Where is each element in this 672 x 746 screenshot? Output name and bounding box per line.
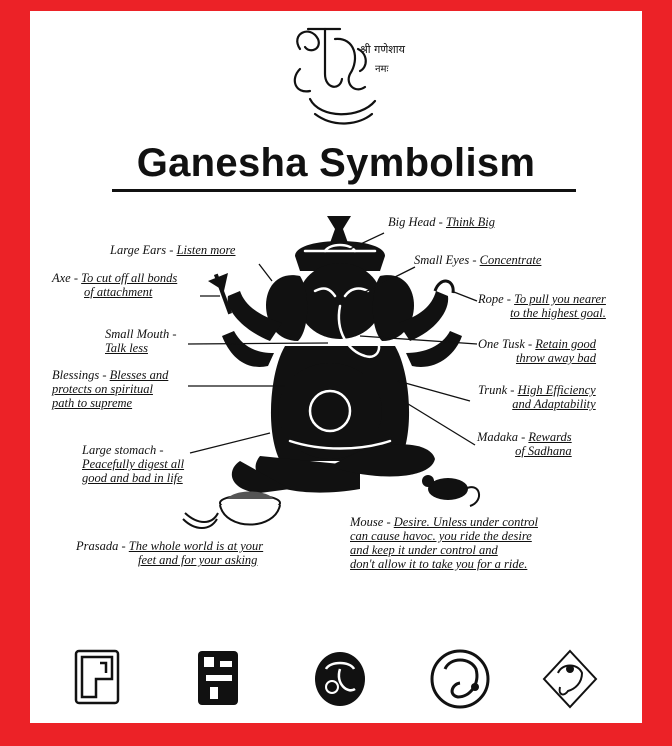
axe-name: Axe - [52, 271, 79, 285]
one-tusk-meaning-2: throw away bad [515, 351, 597, 365]
small-mouth-name: Small Mouth - [105, 327, 177, 341]
trunk-meaning-2: and Adaptability [512, 397, 596, 411]
blessings-label [52, 368, 168, 410]
blessings-meaning-1: Blesses and [109, 368, 169, 382]
mouse-name: Mouse - [350, 515, 391, 529]
small-eyes-meaning: Concentrate [479, 253, 542, 267]
small-eyes-label [414, 253, 541, 267]
big-head-name: Big Head - [388, 215, 443, 229]
prasada-meaning-1: The whole world is at your [128, 539, 264, 553]
madaka-label [477, 430, 572, 458]
prasada-label [76, 539, 263, 567]
ganesha-illustration [30, 11, 642, 723]
madaka-meaning-1: Rewards [528, 430, 572, 444]
ganesha-circle-icon [432, 651, 488, 707]
large-ears-label [110, 243, 235, 257]
large-stomach-label [82, 443, 184, 485]
one-tusk-label [478, 337, 596, 365]
large-ears-meaning: Listen more [176, 243, 236, 257]
rope-label [478, 292, 606, 320]
madaka-name: Madaka - [477, 430, 526, 444]
mouse-meaning-4: don't allow it to take you for a ride. [350, 557, 528, 571]
one-tusk-name: One Tusk - [478, 337, 533, 351]
banana-icon [183, 513, 218, 528]
poster-card [30, 11, 642, 723]
ganesha-block-icon [198, 651, 238, 705]
prasada-meaning-2: feet and for your asking [138, 553, 258, 567]
rope-name: Rope - [478, 292, 511, 306]
madaka-meaning-2: of Sadhana [515, 444, 572, 458]
axe-meaning-2: of attachment [84, 285, 153, 299]
small-mouth-meaning: Talk less [105, 341, 148, 355]
page-title: Ganesha Symbolism [136, 141, 536, 185]
blessings-name: Blessings - [52, 368, 107, 382]
axe-meaning-1: To cut off all bonds [81, 271, 178, 285]
large-ears-name: Large Ears - [110, 243, 174, 257]
small-eyes-name: Small Eyes - [414, 253, 477, 267]
mouse-label [350, 515, 538, 571]
rope-meaning-2: to the highest goal. [510, 306, 606, 320]
axe-label [52, 271, 177, 299]
blessings-meaning-3: path to supreme [52, 396, 133, 410]
mouse-meaning-3: and keep it under control and [350, 543, 498, 557]
prasada-name: Prasada - [76, 539, 126, 553]
ganesha-diamond-icon [544, 651, 596, 707]
bottom-icon-row [30, 639, 642, 719]
trunk-name: Trunk - [478, 383, 515, 397]
ganesha-square-icon [76, 651, 118, 703]
large-stomach-meaning-2: good and bad in life [82, 471, 183, 485]
ganesha-round-icon [315, 652, 365, 706]
mouse-meaning-1: Desire. Unless under control [393, 515, 538, 529]
big-head-meaning: Think Big [445, 215, 495, 229]
one-tusk-meaning-1: Retain good [535, 337, 597, 351]
logo-devanagari-line2: नमः [375, 64, 389, 75]
rope-meaning-1: To pull you nearer [514, 292, 606, 306]
small-mouth-label [105, 327, 177, 355]
large-stomach-meaning-1: Peacefully digest all [82, 457, 185, 471]
trunk-meaning-1: High Efficiency [517, 383, 596, 397]
mouse-meaning-2: can cause havoc. you ride the desire [350, 529, 532, 543]
trunk-label [478, 383, 596, 411]
logo-devanagari-line1: श्री गणेशाय [360, 43, 405, 56]
large-stomach-name: Large stomach - [82, 443, 164, 457]
mouse-icon [422, 475, 479, 506]
blessings-meaning-2: protects on spiritual [52, 382, 153, 396]
big-head-label [388, 215, 495, 229]
prasada-bowl-icon [220, 492, 280, 525]
